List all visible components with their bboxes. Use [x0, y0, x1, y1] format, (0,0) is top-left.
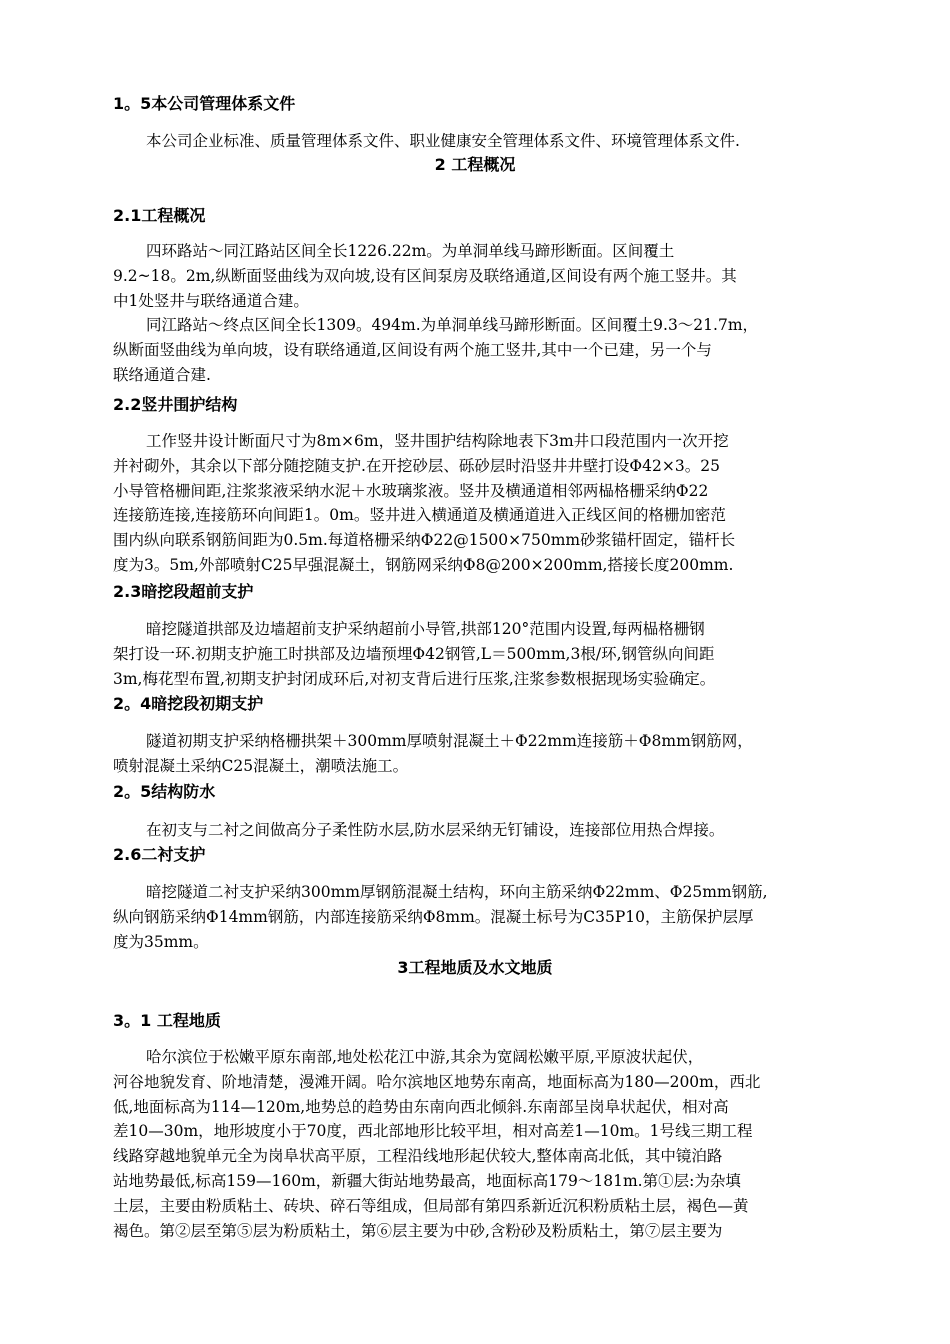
text-line: 度为3。5m,外部喷射C25早强混凝土，钢筋网采纳Φ8@200×200mm,搭接长度200mm.: [113, 555, 734, 574]
text-line: 在初支与二衬之间做高分子柔性防水层,防水层采纳无钉铺设，连接部位用热合焊接。: [146, 821, 725, 839]
text-line: 并衬砌外，其余以下部分随挖随支护.在开挖砂层、砾砂层时沿竖井井壁打设Φ42×3。25: [113, 456, 720, 475]
section-heading-2-4: 2。4暗挖段初期支护: [113, 694, 264, 713]
section-heading-3-1: 3。1 工程地质: [113, 1011, 221, 1030]
text-line: 中1处竖井与联络通道合建。: [113, 291, 309, 310]
text-line: 围内纵向联系钢筋间距为0.5m.每道格栅采纳Φ22@1500×750mm砂浆锚杆固定，锚杆长: [113, 531, 736, 550]
text-line: 9.2~18。2m,纵断面竖曲线为双向坡,设有区间泵房及联络通道,区间设有两个施工竖井。其: [113, 266, 737, 285]
text-line: 哈尔滨位于松嫩平原东南部,地处松花江中游,其余为宽阔松嫩平原,平原波状起伏，: [146, 1048, 704, 1066]
text-line: 站地势最低,标高159—160m，新疆大街站地势最高，地面标高179～181m.第①层:为杂填: [113, 1171, 741, 1190]
paragraph-2-5: [113, 818, 873, 843]
text-line: 暗挖隧道二衬支护采纳300mm厚钢筋混凝土结构，环向主筋采纳Φ22mm、Φ25mm钢筋,: [146, 883, 768, 901]
text-line: 暗挖隧道拱部及边墙超前支护采纳超前小导管,拱部120°范围内设置,每两榀格栅钢: [146, 620, 705, 638]
section-heading-2-6: 2.6二衬支护: [113, 845, 206, 864]
section-heading-2-1: 2.1工程概况: [113, 206, 206, 225]
section-heading-2-3: 2.3暗挖段超前支护: [113, 582, 254, 601]
text-line: 隧道初期支护采纳格栅拱架＋300mm厚喷射混凝土＋Φ22mm连接筋＋Φ8mm钢筋网，: [146, 732, 753, 750]
text-line: 褐色。第②层至第⑤层为粉质粘土，第⑥层主要为中砂,含粉砂及粉质粘土，第⑦层主要为: [113, 1221, 723, 1240]
paragraph-1-5: [113, 129, 873, 154]
text-line: 本公司企业标准、质量管理体系文件、职业健康安全管理体系文件、环境管理体系文件.: [146, 132, 740, 150]
text-line: 纵向钢筋采纳Φ14mm钢筋，内部连接筋采纳Φ8mm。混凝土标号为C35P10，主筋保护层厚: [113, 907, 754, 926]
text-line: 土层，主要由粉质粘土、砖块、碎石等组成，但局部有第四系新近沉积粉质粘土层，褐色—黄: [113, 1196, 749, 1215]
text-line: 纵断面竖曲线为单向坡，设有联络通道,区间设有两个施工竖井,其中一个已建，另一个与: [113, 340, 712, 359]
text-line: 联络通道合建.: [113, 365, 211, 384]
text-line: 架打设一环.初期支护施工时拱部及边墙预埋Φ42钢管,L＝500mm,3根/环,钢管纵向间距: [113, 644, 715, 663]
text-line: 线路穿越地貌单元全为岗阜状高平原，工程沿线地形起伏较大,整体南高北低，其中镜泊路: [113, 1147, 723, 1166]
text-line: 喷射混凝土采纳C25混凝土，潮喷法施工。: [113, 756, 409, 775]
text-line: 连接筋连接,连接筋环向间距1。0m。竖井进入横通道及横通道进入正线区间的格栅加密范: [113, 506, 726, 525]
paragraph-2-1-a: [113, 239, 873, 313]
chapter-heading-2: 2 工程概况: [434, 155, 516, 174]
paragraph-2-4: [113, 729, 873, 779]
section-heading-2-5: 2。5结构防水: [113, 782, 216, 801]
text-line: 四环路站～同江路站区间全长1226.22m。为单洞单线马蹄形断面。区间覆土: [146, 242, 675, 260]
text-line: 低,地面标高为114—120m,地势总的趋势由东南向西北倾斜.东南部呈岗阜状起伏，相对高: [113, 1097, 729, 1116]
chapter-heading-3: 3工程地质及水文地质: [397, 958, 553, 977]
text-line: 小导管格栅间距,注浆浆液采纳水泥＋水玻璃浆液。竖井及横通道相邻两榀格栅采纳Φ22: [113, 481, 709, 500]
text-line: 度为35mm。: [113, 932, 209, 951]
section-heading-2-2: 2.2竖井围护结构: [113, 395, 238, 414]
text-line: 同江路站～终点区间全长1309。494m.为单洞单线马蹄形断面。区间覆土9.3～21.7m，: [146, 316, 759, 334]
paragraph-2-3: [113, 617, 873, 691]
text-line: 工作竖井设计断面尺寸为8m×6m，竖井围护结构除地表下3m井口段范围内一次开挖: [146, 432, 729, 450]
paragraph-3-1: [113, 1045, 873, 1243]
text-line: 差10—30m，地形坡度小于70度，西北部地形比较平坦，相对高差1—10m。1号线三期工程: [113, 1122, 753, 1141]
paragraph-2-1-b: [113, 313, 873, 387]
paragraph-2-6: [113, 880, 873, 954]
text-line: 3m,梅花型布置,初期支护封闭成环后,对初支背后进行压浆,注浆参数根据现场实验确定。: [113, 669, 716, 688]
text-line: 河谷地貌发育、阶地清楚，漫滩开阔。哈尔滨地区地势东南高，地面标高为180—200m，西北: [113, 1072, 761, 1091]
section-heading-1-5: 1。5本公司管理体系文件: [113, 94, 296, 113]
paragraph-2-2: [113, 429, 873, 578]
